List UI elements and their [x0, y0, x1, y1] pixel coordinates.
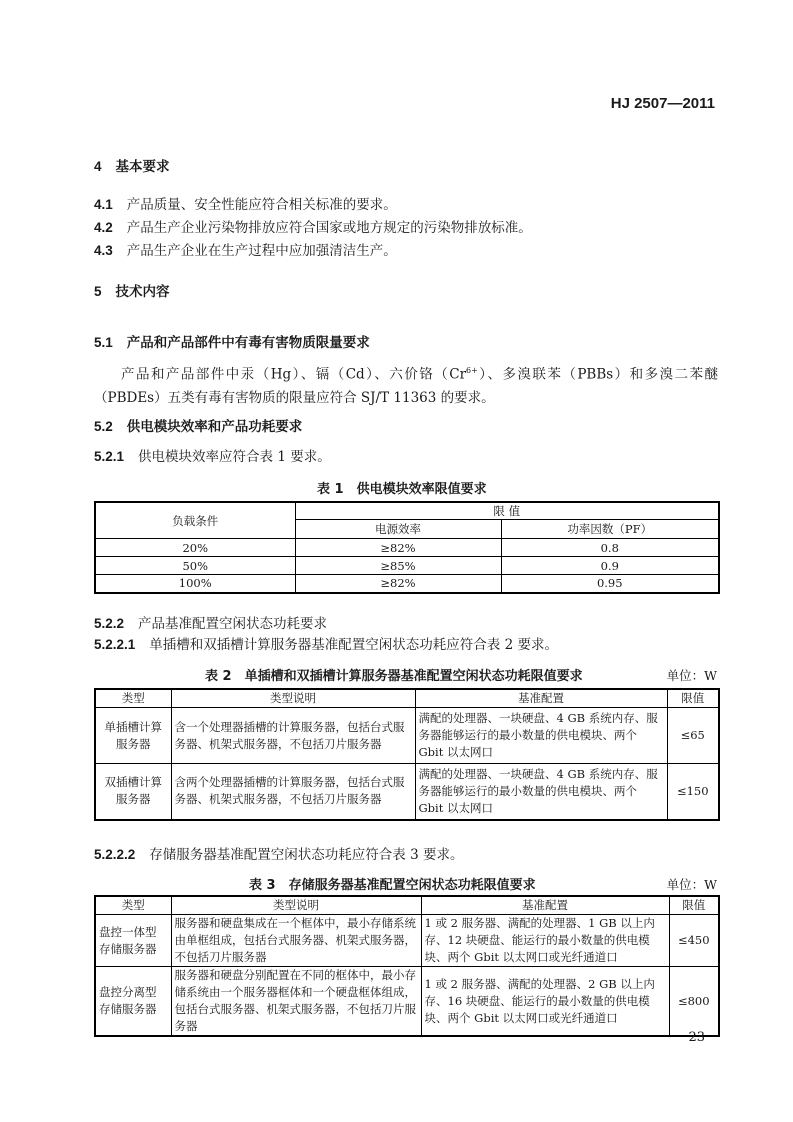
clause-4-1: 4.1 产品质量、安全性能应符合相关标准的要求。 — [94, 197, 397, 213]
table-1 — [94, 501, 720, 594]
table-1-header-condition: 负载条件 — [95, 502, 295, 539]
table-1-header-pf: 功率因数（PF） — [501, 520, 719, 539]
table-2: 类型 类型说明 基准配置 限值 单插槽计算服务器 含一个处理器插槽的计算服务器，包括台式服务器、机架式服务器，不包括刀片服务器 满配的处理器、一块硬盘、4 GB 系统内存、服务器能够运行的最小数量的供电模块、两个 Gbit 以太网口 ≤65 双插槽计算服务器 含两个处理器插槽的计算服务器，包括台式服务器、机架式服务器，不包括刀片服务器 满配的处理器、一块硬盘、4 GB 系统内存、服务器能够运行的最小数量的供电模块、两个 Gbit 以太网口 ≤150 — [94, 688, 720, 821]
table-2-caption: 表 2 单插槽和双插槽计算服务器基准配置空闲状态功耗限值要求 — [205, 669, 583, 684]
section-5-1-paragraph: 产品和产品部件中汞（Hg）、镉（Cd）、六价铬$(Cr^{6+})$、多溴联苯（PBBs）和多溴二苯醚（PBDEs）五类有毒有害物质的限量应符合 SJ/T 11363 的要求。 — [94, 366, 718, 406]
clause-5-2-2-2: 5.2.2.2 存储服务器基准配置空闲状态功耗应符合表 3 要求。 — [94, 847, 464, 863]
table-row: 单插槽计算服务器 含一个处理器插槽的计算服务器，包括台式服务器、机架式服务器，不包括刀片服务器 满配的处理器、一块硬盘、4 GB 系统内存、服务器能够运行的最小数量的供电模块、两个 Gbit 以太网口 ≤65 — [95, 708, 719, 764]
section-4-heading: 4 基本要求 — [94, 159, 170, 175]
standard-number-header: HJ 2507—2011 — [610, 95, 715, 112]
clause-4-3: 4.3 产品生产企业在生产过程中应加强清洁生产。 — [94, 243, 397, 259]
table-row: 20% ≥82% 0.8 — [95, 539, 719, 557]
section-5-1-heading: 5.1 产品和产品部件中有毒有害物质限量要求 — [94, 335, 370, 351]
table-3: 类型 类型说明 基准配置 限值 盘控一体型存储服务器 服务器和硬盘集成在一个框体中，最小存储系统由单框组成，包括台式服务器、机架式服务器，不包括刀片服务器 1 或 2 服务器、满配的处理器、1 GB 以上内存、12 块硬盘、能运行的最小数量的供电模块、两个 Gbit 以太网口或光纤通道口 ≤450 盘控分离型存储服务器 服务器和硬盘分别配置在不同的框体中，最小存储系统由一个服务器框体和一个硬盘框体组成，包括台式服务器、机架式服务器，不包括刀片服务器 1 或 2 服务器、满配的处理器、2 GB 以上内存、16 块硬盘、能运行的最小数量的供电模块、两个 Gbit 以太网口或光纤通道口 ≤800 — [94, 895, 720, 1037]
table-row: 100% ≥82% 0.95 — [95, 575, 719, 593]
clause-5-2-1: 5.2.1 供电模块效率应符合表 1 要求。 — [94, 449, 331, 465]
table-row: 盘控一体型存储服务器 服务器和硬盘集成在一个框体中，最小存储系统由单框组成，包括台式服务器、机架式服务器，不包括刀片服务器 1 或 2 服务器、满配的处理器、1 GB 以上内存、12 块硬盘、能运行的最小数量的供电模块、两个 Gbit 以太网口或光纤通道口 ≤450 — [95, 915, 719, 967]
table-2-unit: 单位：W — [666, 668, 717, 683]
table-row: 盘控分离型存储服务器 服务器和硬盘分别配置在不同的框体中，最小存储系统由一个服务器框体和一个硬盘框体组成，包括台式服务器、机架式服务器，不包括刀片服务器 1 或 2 服务器、满配的处理器、2 GB 以上内存、16 块硬盘、能运行的最小数量的供电模块、两个 Gbit 以太网口或光纤通道口 ≤800 — [95, 967, 719, 1037]
section-5-heading: 5 技术内容 — [94, 284, 170, 300]
table-3-unit: 单位：W — [666, 877, 717, 892]
page-number: 23 — [688, 1030, 705, 1045]
clause-4-2: 4.2 产品生产企业污染物排放应符合国家或地方规定的污染物排放标准。 — [94, 220, 532, 236]
clause-5-2-2-1: 5.2.2.1 单插槽和双插槽计算服务器基准配置空闲状态功耗应符合表 2 要求。 — [94, 637, 558, 653]
table-1-caption: 表 1 供电模块效率限值要求 — [317, 482, 487, 497]
table-row: 50% ≥85% 0.9 — [95, 557, 719, 575]
table-1-header-efficiency: 电源效率 — [295, 520, 501, 539]
table-3-caption: 表 3 存储服务器基准配置空闲状态功耗限值要求 — [249, 878, 536, 893]
table-row: 双插槽计算服务器 含两个处理器插槽的计算服务器，包括台式服务器、机架式服务器，不包括刀片服务器 满配的处理器、一块硬盘、4 GB 系统内存、服务器能够运行的最小数量的供电模块、两个 Gbit 以太网口 ≤150 — [95, 764, 719, 820]
clause-5-2-2: 5.2.2 产品基准配置空闲状态功耗要求 — [94, 616, 328, 632]
section-5-2-heading: 5.2 供电模块效率和产品功耗要求 — [94, 419, 303, 435]
table-1-header-limit: 限 值 — [295, 502, 719, 520]
